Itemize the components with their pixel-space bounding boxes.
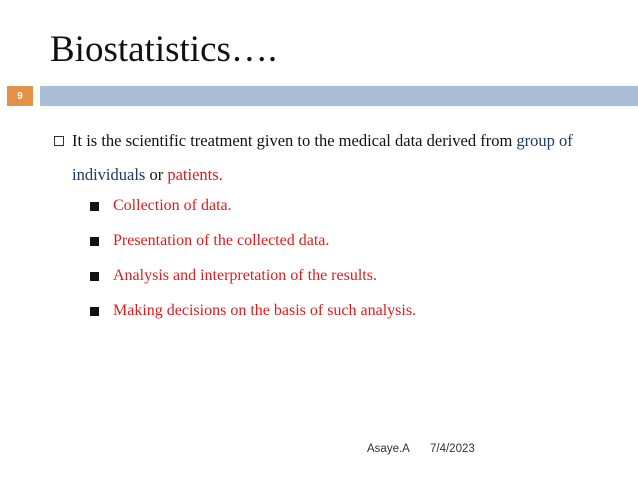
main-bullet-text-part-2: or [145, 165, 168, 184]
sub-bullet-text: Analysis and interpretation of the results. [113, 267, 377, 284]
sub-bullet-item [90, 191, 416, 226]
slide-title: Biostatistics…. [50, 29, 278, 70]
main-bullet-text-part-1: It is the scientific treatment given to the medical data derived from [72, 131, 517, 150]
sub-bullet-text: Presentation of the collected data. [113, 232, 330, 249]
sub-bullet-text: Collection of data. [113, 197, 232, 214]
footer-date: 7/4/2023 [430, 443, 475, 455]
sub-bullet-item [90, 296, 416, 331]
footer-author: Asaye.A [367, 443, 410, 455]
main-bullet-highlight-group: group of individuals [72, 131, 573, 184]
filled-square-bullet-icon [90, 272, 99, 281]
title-rule-bar [40, 86, 638, 106]
sub-bullet-item [90, 226, 416, 261]
sub-bullet-text: Making decisions on the basis of such analysis. [113, 302, 417, 319]
main-bullet-text [54, 124, 614, 192]
hollow-square-bullet-icon [54, 136, 64, 146]
main-bullet [54, 124, 614, 192]
slide-number-badge [7, 86, 33, 106]
filled-square-bullet-icon [90, 202, 99, 211]
sub-bullet-list [90, 191, 416, 331]
filled-square-bullet-icon [90, 307, 99, 316]
slide-number: 9 [17, 90, 23, 102]
filled-square-bullet-icon [90, 237, 99, 246]
sub-bullet-item [90, 261, 416, 296]
main-bullet-highlight-patients: patients. [167, 165, 223, 184]
